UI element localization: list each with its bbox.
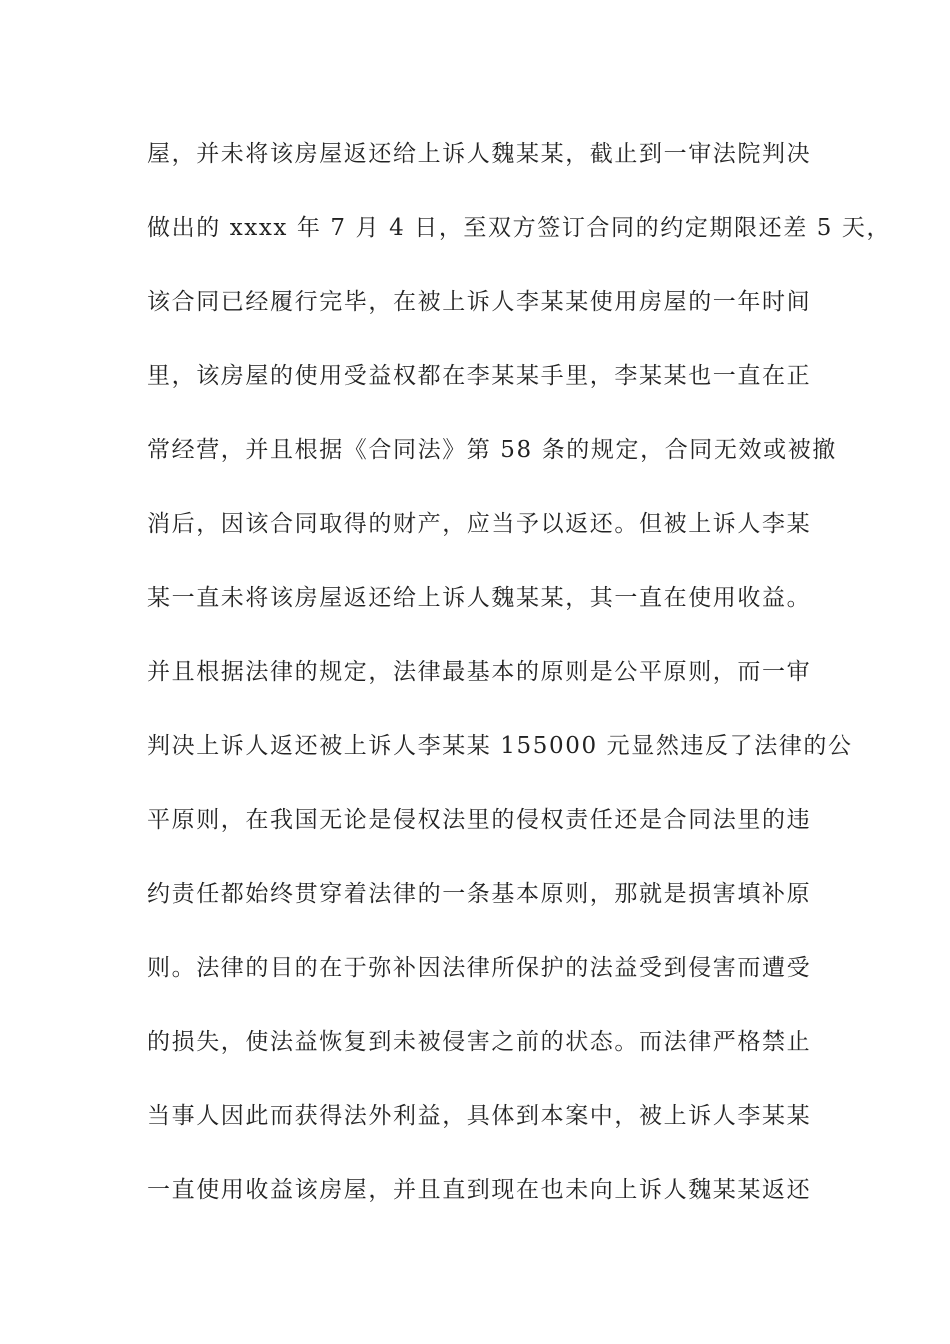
text-line: 的损失，使法益恢复到未被侵害之前的状态。而法律严格禁止 [147,1029,812,1055]
text-line: 消后，因该合同取得的财产，应当予以返还。但被上诉人李某 [147,511,812,537]
text-line: 并且根据法律的规定，法律最基本的原则是公平原则，而一审 [147,659,812,685]
text-line: 里，该房屋的使用受益权都在李某某手里，李某某也一直在正 [147,363,812,389]
text-line: 该合同已经履行完毕，在被上诉人李某某使用房屋的一年时间 [147,289,812,315]
text-line: 常经营，并且根据《合同法》第 58 条的规定，合同无效或被撤 [147,437,837,463]
body-text [147,134,892,1244]
text-line: 平原则，在我国无论是侵权法里的侵权责任还是合同法里的违 [147,807,812,833]
text-line: 一直使用收益该房屋，并且直到现在也未向上诉人魏某某返还 [147,1177,812,1203]
text-line: 判决上诉人返还被上诉人李某某 155000 元显然违反了法律的公 [147,733,853,759]
text-line: 某一直未将该房屋返还给上诉人魏某某，其一直在使用收益。 [147,585,812,611]
text-line: 屋，并未将该房屋返还给上诉人魏某某，截止到一审法院判决 [147,141,812,167]
text-line: 则。法律的目的在于弥补因法律所保护的法益受到侵害而遭受 [147,955,812,981]
text-line: 约责任都始终贯穿着法律的一条基本原则，那就是损害填补原 [147,881,812,907]
text-line: 做出的 xxxx 年 7 月 4 日，至双方签订合同的约定期限还差 5 天， [147,215,892,241]
text-line: 当事人因此而获得法外利益，具体到本案中，被上诉人李某某 [147,1103,812,1129]
